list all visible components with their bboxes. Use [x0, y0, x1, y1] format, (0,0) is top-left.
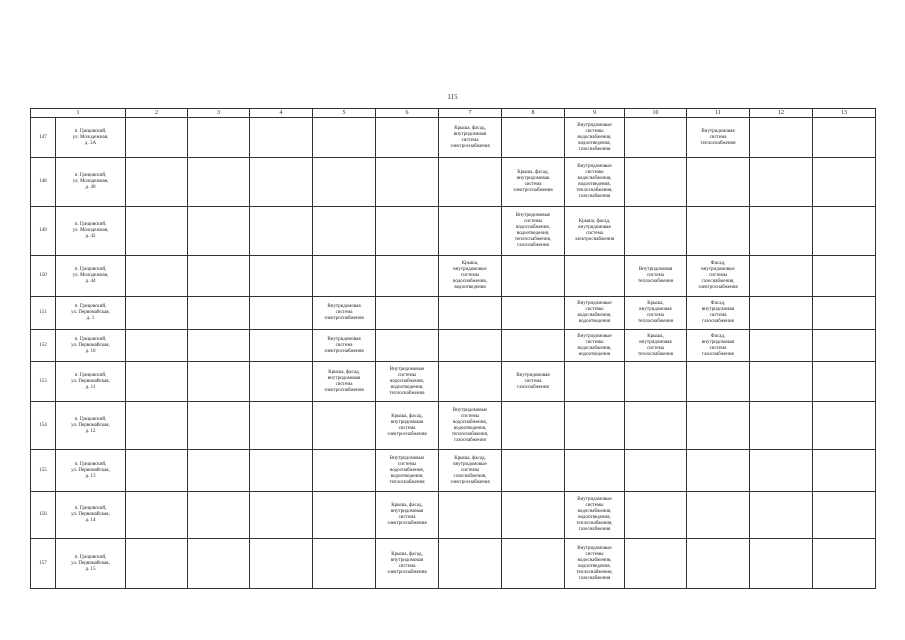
work-cell-col-3 — [188, 450, 250, 492]
address-cell: п. Грицовский, ул. Первомайская, д. 13 — [56, 450, 126, 492]
column-number-7: 7 — [439, 109, 502, 118]
work-cell-col-8 — [502, 492, 565, 539]
work-cell-col-7: Крыша, фасад, внутридомовые системы газоснабжения, электроснабжения — [439, 450, 502, 492]
work-cell-col-13 — [813, 362, 876, 402]
column-number-12: 12 — [750, 109, 813, 118]
repair-schedule-table — [30, 108, 876, 589]
column-number-3: 3 — [188, 109, 250, 118]
row-number: 147 — [31, 118, 56, 158]
column-number-13: 13 — [813, 109, 876, 118]
work-cell-col-12 — [750, 539, 813, 589]
work-cell-col-13 — [813, 297, 876, 330]
row-number: 154 — [31, 402, 56, 450]
work-cell-col-5: Внутридомовая система электроснабжения — [313, 297, 376, 330]
work-cell-col-5 — [313, 492, 376, 539]
address-cell: п. Грицовский, ул. Молодежная, д. 42 — [56, 207, 126, 256]
work-cell-col-7: Внутридомовые системы водоснабжения, водоотведения, теплоснабжения, газоснабжения — [439, 402, 502, 450]
work-cell-col-4 — [250, 362, 313, 402]
work-cell-col-2 — [126, 297, 188, 330]
row-number: 152 — [31, 330, 56, 362]
work-cell-col-13 — [813, 492, 876, 539]
column-number-1: 1 — [31, 109, 126, 118]
work-cell-col-6: Крыша, фасад, внутридомовая система электроснабжения — [376, 492, 439, 539]
work-cell-col-7 — [439, 330, 502, 362]
work-cell-col-13 — [813, 118, 876, 158]
row-number: 150 — [31, 256, 56, 297]
work-cell-col-10: Крыша, внутридомовая система теплоснабжения — [625, 297, 687, 330]
work-cell-col-4 — [250, 207, 313, 256]
row-number: 148 — [31, 158, 56, 207]
work-cell-col-9: Внутридомовые системы водоснабжения, водоотведения — [565, 330, 625, 362]
work-cell-col-5 — [313, 402, 376, 450]
table-row — [31, 118, 876, 158]
work-cell-col-9: Внутридомовые системы водоснабжения, водоотведения, теплоснабжения, газоснабжения — [565, 539, 625, 589]
work-cell-col-6 — [376, 297, 439, 330]
work-cell-col-5: Внутридомовая система электроснабжения — [313, 330, 376, 362]
work-cell-col-13 — [813, 450, 876, 492]
table-row — [31, 330, 876, 362]
work-cell-col-10 — [625, 450, 687, 492]
work-cell-col-8 — [502, 539, 565, 589]
work-cell-col-11 — [687, 207, 750, 256]
work-cell-col-6 — [376, 330, 439, 362]
work-cell-col-12 — [750, 118, 813, 158]
work-cell-col-2 — [126, 207, 188, 256]
work-cell-col-2 — [126, 158, 188, 207]
table-row — [31, 297, 876, 330]
work-cell-col-8 — [502, 256, 565, 297]
work-cell-col-9 — [565, 362, 625, 402]
work-cell-col-11: Фасад, внутридомовая система газоснабжения — [687, 330, 750, 362]
row-number: 157 — [31, 539, 56, 589]
work-cell-col-4 — [250, 297, 313, 330]
address-cell: п. Грицовский, ул. Молодежная, д. 44 — [56, 256, 126, 297]
work-cell-col-3 — [188, 207, 250, 256]
address-cell: п. Грицовский, ул. Первомайская, д. 15 — [56, 539, 126, 589]
work-cell-col-6: Крыша, фасад, внутридомовая система электроснабжения — [376, 539, 439, 589]
row-number: 156 — [31, 492, 56, 539]
work-cell-col-7: Крыша, внутридомовые системы водоснабжения, водоотведения — [439, 256, 502, 297]
work-cell-col-5 — [313, 118, 376, 158]
work-cell-col-3 — [188, 362, 250, 402]
work-cell-col-4 — [250, 492, 313, 539]
work-cell-col-12 — [750, 297, 813, 330]
work-cell-col-11 — [687, 539, 750, 589]
column-number-row — [31, 109, 876, 118]
work-cell-col-6 — [376, 256, 439, 297]
work-cell-col-3 — [188, 256, 250, 297]
work-cell-col-11 — [687, 402, 750, 450]
work-cell-col-11: Фасад, внутридомовые системы газоснабжения, электроснабжения — [687, 256, 750, 297]
work-cell-col-6: Внутридомовые системы водоснабжения, водоотведения, теплоснабжения — [376, 450, 439, 492]
work-cell-col-10 — [625, 207, 687, 256]
work-cell-col-2 — [126, 256, 188, 297]
work-cell-col-9 — [565, 450, 625, 492]
work-cell-col-6 — [376, 158, 439, 207]
table-row — [31, 402, 876, 450]
work-cell-col-11 — [687, 362, 750, 402]
work-cell-col-5 — [313, 256, 376, 297]
work-cell-col-2 — [126, 362, 188, 402]
work-cell-col-8 — [502, 330, 565, 362]
work-cell-col-11 — [687, 492, 750, 539]
table-row — [31, 207, 876, 256]
work-cell-col-6 — [376, 118, 439, 158]
row-number: 151 — [31, 297, 56, 330]
work-cell-col-8: Внутридомовая система газоснабжения — [502, 362, 565, 402]
work-cell-col-12 — [750, 207, 813, 256]
work-cell-col-9: Внутридомовые системы водоснабжения, водоотведения, теплоснабжения, газоснабжения — [565, 158, 625, 207]
work-cell-col-13 — [813, 158, 876, 207]
work-cell-col-8: Внутридомовые системы водоснабжения, водоотведения, теплоснабжения, газоснабжения — [502, 207, 565, 256]
work-cell-col-10 — [625, 402, 687, 450]
work-cell-col-5 — [313, 450, 376, 492]
work-cell-col-4 — [250, 158, 313, 207]
work-cell-col-8 — [502, 297, 565, 330]
table-row — [31, 450, 876, 492]
work-cell-col-10 — [625, 492, 687, 539]
work-cell-col-5: Крыша, фасад, внутридомовая система электроснабжения — [313, 362, 376, 402]
work-cell-col-10 — [625, 118, 687, 158]
work-cell-col-12 — [750, 158, 813, 207]
table-body — [31, 118, 876, 589]
work-cell-col-8: Крыша, фасад, внутридомовая система электроснабжения — [502, 158, 565, 207]
work-cell-col-2 — [126, 402, 188, 450]
work-cell-col-13 — [813, 402, 876, 450]
work-cell-col-13 — [813, 539, 876, 589]
work-cell-col-2 — [126, 330, 188, 362]
page-number: 115 — [447, 93, 458, 101]
work-cell-col-2 — [126, 118, 188, 158]
work-cell-col-12 — [750, 330, 813, 362]
work-cell-col-4 — [250, 118, 313, 158]
work-cell-col-12 — [750, 362, 813, 402]
work-cell-col-10 — [625, 539, 687, 589]
column-number-11: 11 — [687, 109, 750, 118]
work-cell-col-7 — [439, 158, 502, 207]
work-cell-col-5 — [313, 207, 376, 256]
work-cell-col-2 — [126, 492, 188, 539]
work-cell-col-13 — [813, 207, 876, 256]
work-cell-col-9 — [565, 256, 625, 297]
work-cell-col-7 — [439, 539, 502, 589]
work-cell-col-7 — [439, 297, 502, 330]
work-cell-col-9: Крыша, фасад, внутридомовая система электроснабжения — [565, 207, 625, 256]
address-cell: п. Грицовский, ул. Первомайская, д. 10 — [56, 330, 126, 362]
work-cell-col-12 — [750, 256, 813, 297]
work-cell-col-2 — [126, 539, 188, 589]
work-cell-col-2 — [126, 450, 188, 492]
work-cell-col-3 — [188, 118, 250, 158]
work-cell-col-3 — [188, 402, 250, 450]
work-cell-col-7 — [439, 492, 502, 539]
work-cell-col-9: Внутридомовые системы водоснабжения, водоотведения, газоснабжения — [565, 118, 625, 158]
work-cell-col-4 — [250, 402, 313, 450]
row-number: 149 — [31, 207, 56, 256]
work-cell-col-10 — [625, 362, 687, 402]
address-cell: п. Грицовский, ул. Первомайская, д. 1 — [56, 297, 126, 330]
work-cell-col-11 — [687, 450, 750, 492]
table-row — [31, 492, 876, 539]
column-number-2: 2 — [126, 109, 188, 118]
column-number-4: 4 — [250, 109, 313, 118]
work-cell-col-3 — [188, 297, 250, 330]
address-cell: п. Грицовский, ул. Первомайская, д. 12 — [56, 402, 126, 450]
work-cell-col-9: Внутридомовые системы водоснабжения, водоотведения, теплоснабжения, газоснабжения — [565, 492, 625, 539]
work-cell-col-10 — [625, 158, 687, 207]
address-cell: п. Грицовский, ул. Молодежная, д. 40 — [56, 158, 126, 207]
address-cell: п. Грицовский, ул. Молодежная, д. 3А — [56, 118, 126, 158]
work-cell-col-3 — [188, 492, 250, 539]
work-cell-col-3 — [188, 539, 250, 589]
table-row — [31, 256, 876, 297]
work-cell-col-6 — [376, 207, 439, 256]
work-cell-col-9 — [565, 402, 625, 450]
work-cell-col-12 — [750, 402, 813, 450]
work-cell-col-7 — [439, 207, 502, 256]
work-cell-col-11: Фасад, внутридомовая система газоснабжения — [687, 297, 750, 330]
work-cell-col-11: Внутридомовая система теплоснабжения — [687, 118, 750, 158]
column-number-8: 8 — [502, 109, 565, 118]
work-cell-col-6: Внутридомовые системы водоснабжения, водоотведения, теплоснабжения — [376, 362, 439, 402]
row-number: 155 — [31, 450, 56, 492]
column-number-6: 6 — [376, 109, 439, 118]
table-row — [31, 362, 876, 402]
work-cell-col-4 — [250, 539, 313, 589]
work-cell-col-8 — [502, 450, 565, 492]
work-cell-col-9: Внутридомовые системы водоснабжения, водоотведения — [565, 297, 625, 330]
address-cell: п. Грицовский, ул. Первомайская, д. 11 — [56, 362, 126, 402]
work-cell-col-8 — [502, 118, 565, 158]
work-cell-col-5 — [313, 539, 376, 589]
address-cell: п. Грицовский, ул. Первомайская, д. 14 — [56, 492, 126, 539]
column-number-5: 5 — [313, 109, 376, 118]
work-cell-col-4 — [250, 450, 313, 492]
work-cell-col-8 — [502, 402, 565, 450]
table-row — [31, 158, 876, 207]
work-cell-col-10: Крыша, внутридомовая система теплоснабжения — [625, 330, 687, 362]
work-cell-col-13 — [813, 256, 876, 297]
table-row — [31, 539, 876, 589]
work-cell-col-12 — [750, 492, 813, 539]
work-cell-col-13 — [813, 330, 876, 362]
column-number-10: 10 — [625, 109, 687, 118]
work-cell-col-11 — [687, 158, 750, 207]
column-number-9: 9 — [565, 109, 625, 118]
work-cell-col-7: Крыша, фасад, внутридомовая система электроснабжения — [439, 118, 502, 158]
work-cell-col-6: Крыша, фасад, внутридомовая система электроснабжения — [376, 402, 439, 450]
work-cell-col-10: Внутридомовая система теплоснабжения — [625, 256, 687, 297]
work-cell-col-5 — [313, 158, 376, 207]
work-cell-col-3 — [188, 158, 250, 207]
work-cell-col-4 — [250, 330, 313, 362]
work-cell-col-12 — [750, 450, 813, 492]
work-cell-col-4 — [250, 256, 313, 297]
work-cell-col-3 — [188, 330, 250, 362]
row-number: 153 — [31, 362, 56, 402]
work-cell-col-7 — [439, 362, 502, 402]
